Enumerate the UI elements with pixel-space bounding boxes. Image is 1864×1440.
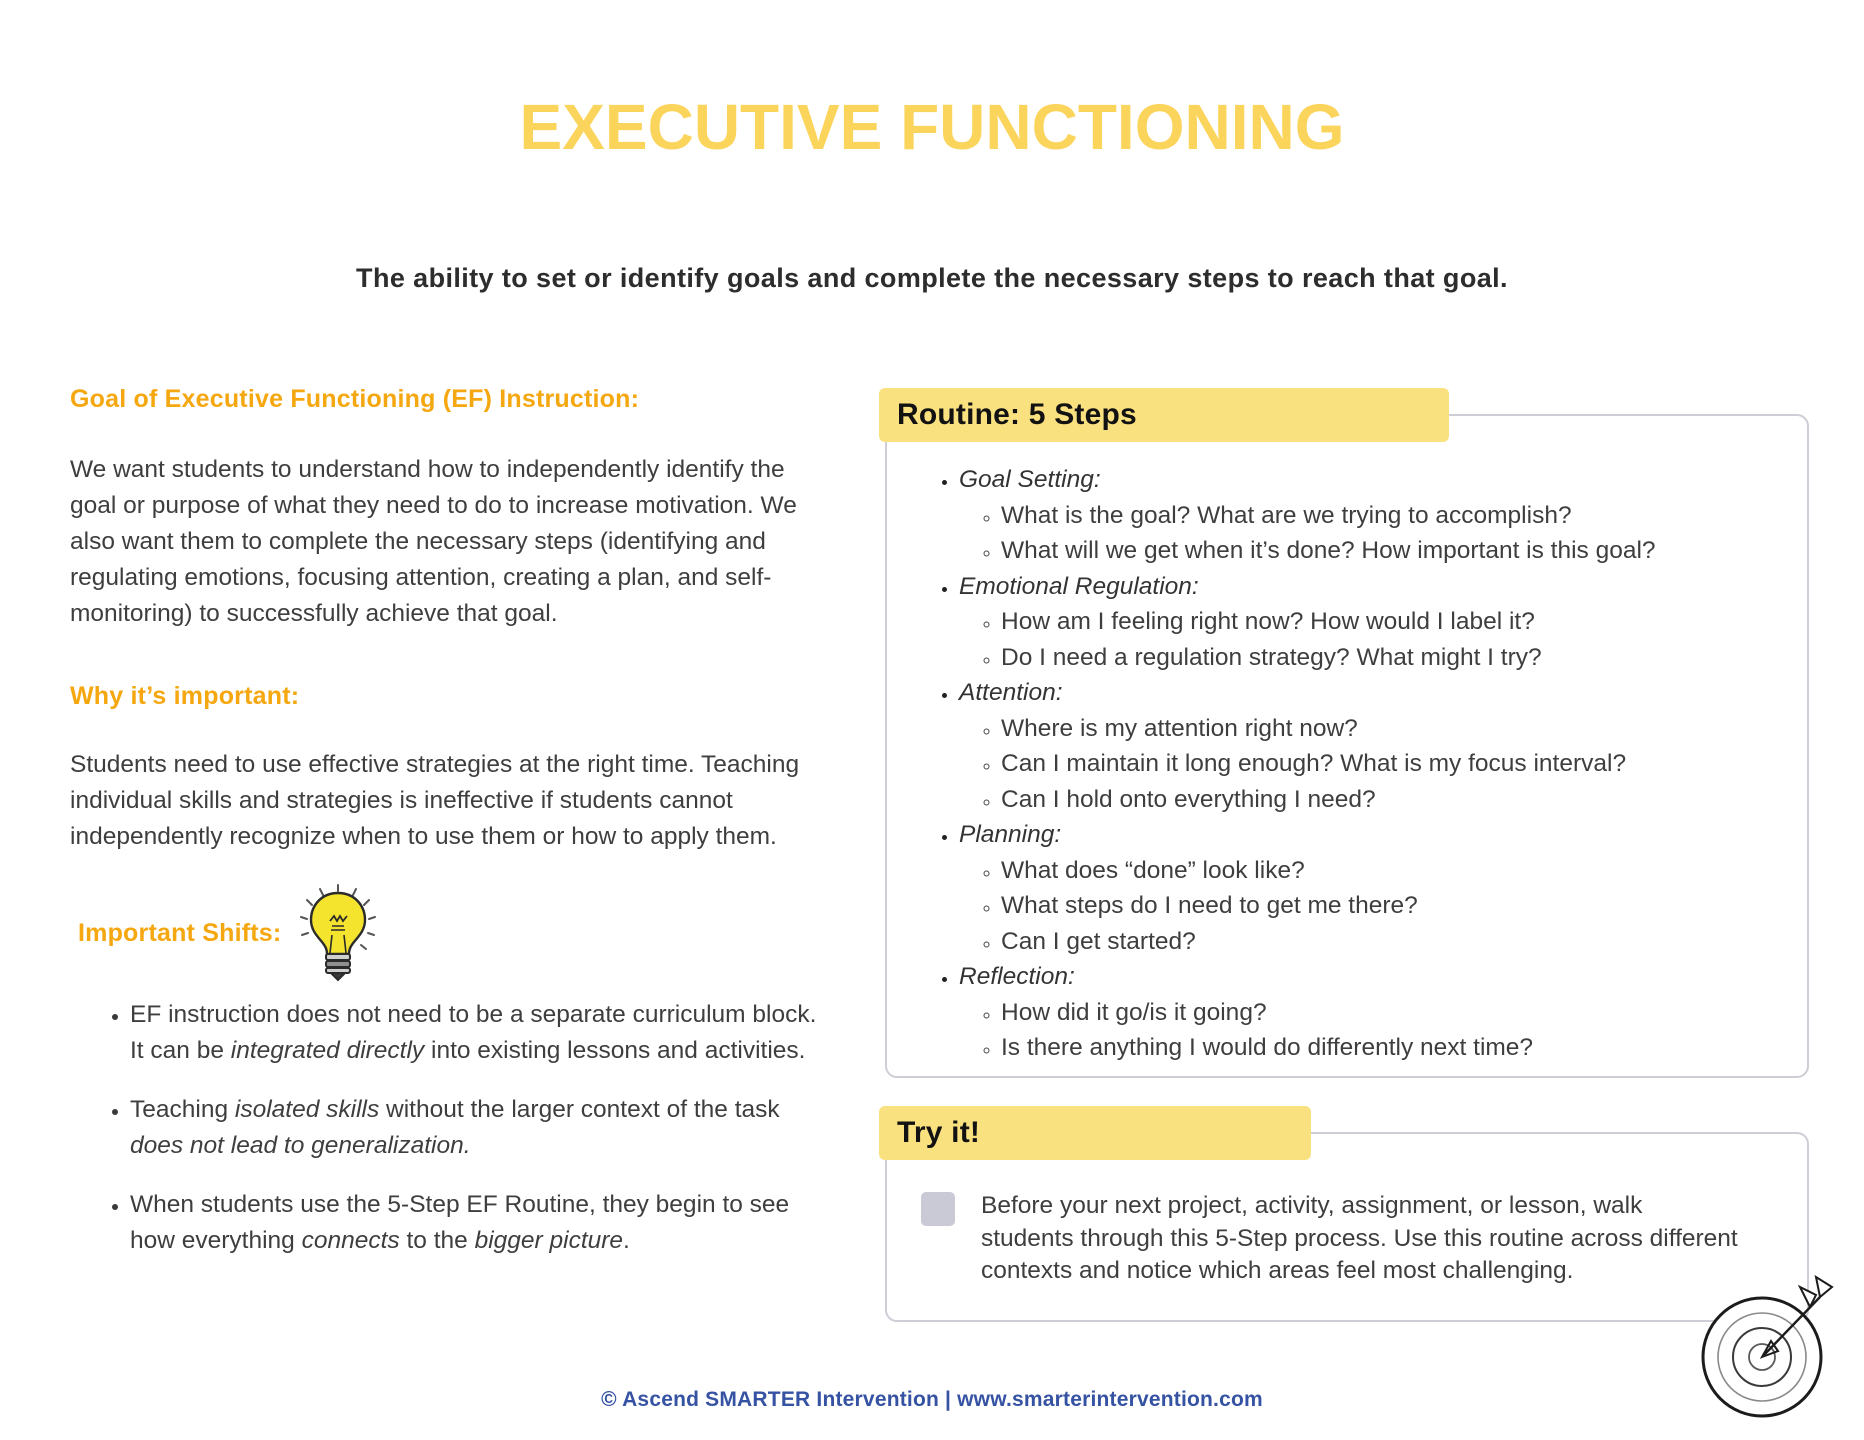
routine-step-label: Attention:: [959, 679, 1063, 706]
routine-step-label: Goal Setting:: [959, 466, 1101, 493]
routine-question: ◦ Can I hold onto everything I need?: [1001, 782, 1787, 818]
routine-question: ◦ What will we get when it’s done? How important is this goal?: [1001, 533, 1787, 569]
tryit-text: Before your next project, activity, assignment, or lesson, walk students through this 5-Step process. Use this routine across different contexts and notice which areas feel most challenging.: [981, 1192, 1738, 1284]
footer-credit: © Ascend SMARTER Intervention | www.smarterintervention.com: [601, 1388, 1263, 1411]
tryit-heading: Try it!: [897, 1116, 981, 1149]
lightbulb-icon: [299, 883, 377, 983]
page-subtitle: The ability to set or identify goals and complete the necessary steps to reach that goal.: [356, 263, 1508, 293]
routine-question: ◦ What does “done” look like?: [1001, 853, 1787, 889]
routine-heading-bar: [879, 388, 1449, 442]
shifts-list: [70, 997, 820, 1259]
routine-step-label: Reflection:: [959, 963, 1075, 990]
routine-step: [959, 817, 1787, 959]
goal-paragraph: We want students to understand how to independently identify the goal or purpose of what they need to do to increase motivation. We also want them to complete the necessary steps (identifying and regulating emotions, focusing attention, creating a plan, and self-monitoring) to successfully achieve that goal.: [70, 456, 797, 627]
why-heading: Why it’s important:: [70, 682, 300, 710]
why-paragraph: Students need to use effective strategies at the right time. Teaching individual skills and strategies is ineffective if students cannot independently recognize when to use them or how to apply them.: [70, 751, 800, 850]
target-arrow-icon: [1698, 1275, 1843, 1425]
tryit-checkbox[interactable]: [921, 1192, 955, 1226]
routine-questions-list: [959, 498, 1787, 569]
routine-questions-list: [959, 711, 1787, 818]
routine-step: [959, 569, 1787, 676]
routine-question: ◦ How did it go/is it going?: [1001, 995, 1787, 1031]
shift-bullet-item: • Teaching isolated skills without the larger context of the task does not lead to generalization.: [130, 1092, 820, 1164]
routine-step: [959, 462, 1787, 569]
tryit-heading-bar: [879, 1106, 1311, 1160]
routine-heading: Routine: 5 Steps: [897, 398, 1137, 431]
routine-questions-list: [959, 604, 1787, 675]
routine-question: ◦ Is there anything I would do differently next time?: [1001, 1030, 1787, 1066]
tryit-box: [885, 1132, 1809, 1322]
routine-question: ◦ Do I need a regulation strategy? What might I try?: [1001, 640, 1787, 676]
routine-step-label: Emotional Regulation:: [959, 572, 1199, 600]
important-shifts-row: [70, 883, 820, 983]
routine-box: [885, 414, 1809, 1078]
shifts-heading: Important Shifts:: [78, 918, 282, 947]
routine-question: ◦ Can I maintain it long enough? What is my focus interval?: [1001, 746, 1787, 782]
routine-step: [959, 675, 1787, 817]
routine-question: ◦ What steps do I need to get me there?: [1001, 888, 1787, 924]
routine-steps-list: [915, 462, 1787, 1066]
shift-bullet-item: • EF instruction does not need to be a separate curriculum block. It can be integrated directly into existing lessons and activities.: [130, 997, 820, 1069]
routine-question: ◦ What is the goal? What are we trying to accomplish?: [1001, 498, 1787, 534]
routine-step-label: Planning:: [959, 821, 1062, 848]
goal-heading: Goal of Executive Functioning (EF) Instruction:: [70, 385, 640, 413]
shift-bullet-item: • When students use the 5-Step EF Routine, they begin to see how everything connects to the bigger picture.: [130, 1187, 820, 1259]
routine-questions-list: [959, 853, 1787, 960]
routine-questions-list: [959, 995, 1787, 1066]
routine-question: ◦ Can I get started?: [1001, 924, 1787, 960]
routine-step: [959, 959, 1787, 1066]
routine-question: ◦ How am I feeling right now? How would I label it?: [1001, 604, 1787, 640]
left-column: [70, 385, 820, 1282]
page-title: EXECUTIVE FUNCTIONING: [519, 91, 1345, 163]
routine-question: ◦ Where is my attention right now?: [1001, 711, 1787, 747]
